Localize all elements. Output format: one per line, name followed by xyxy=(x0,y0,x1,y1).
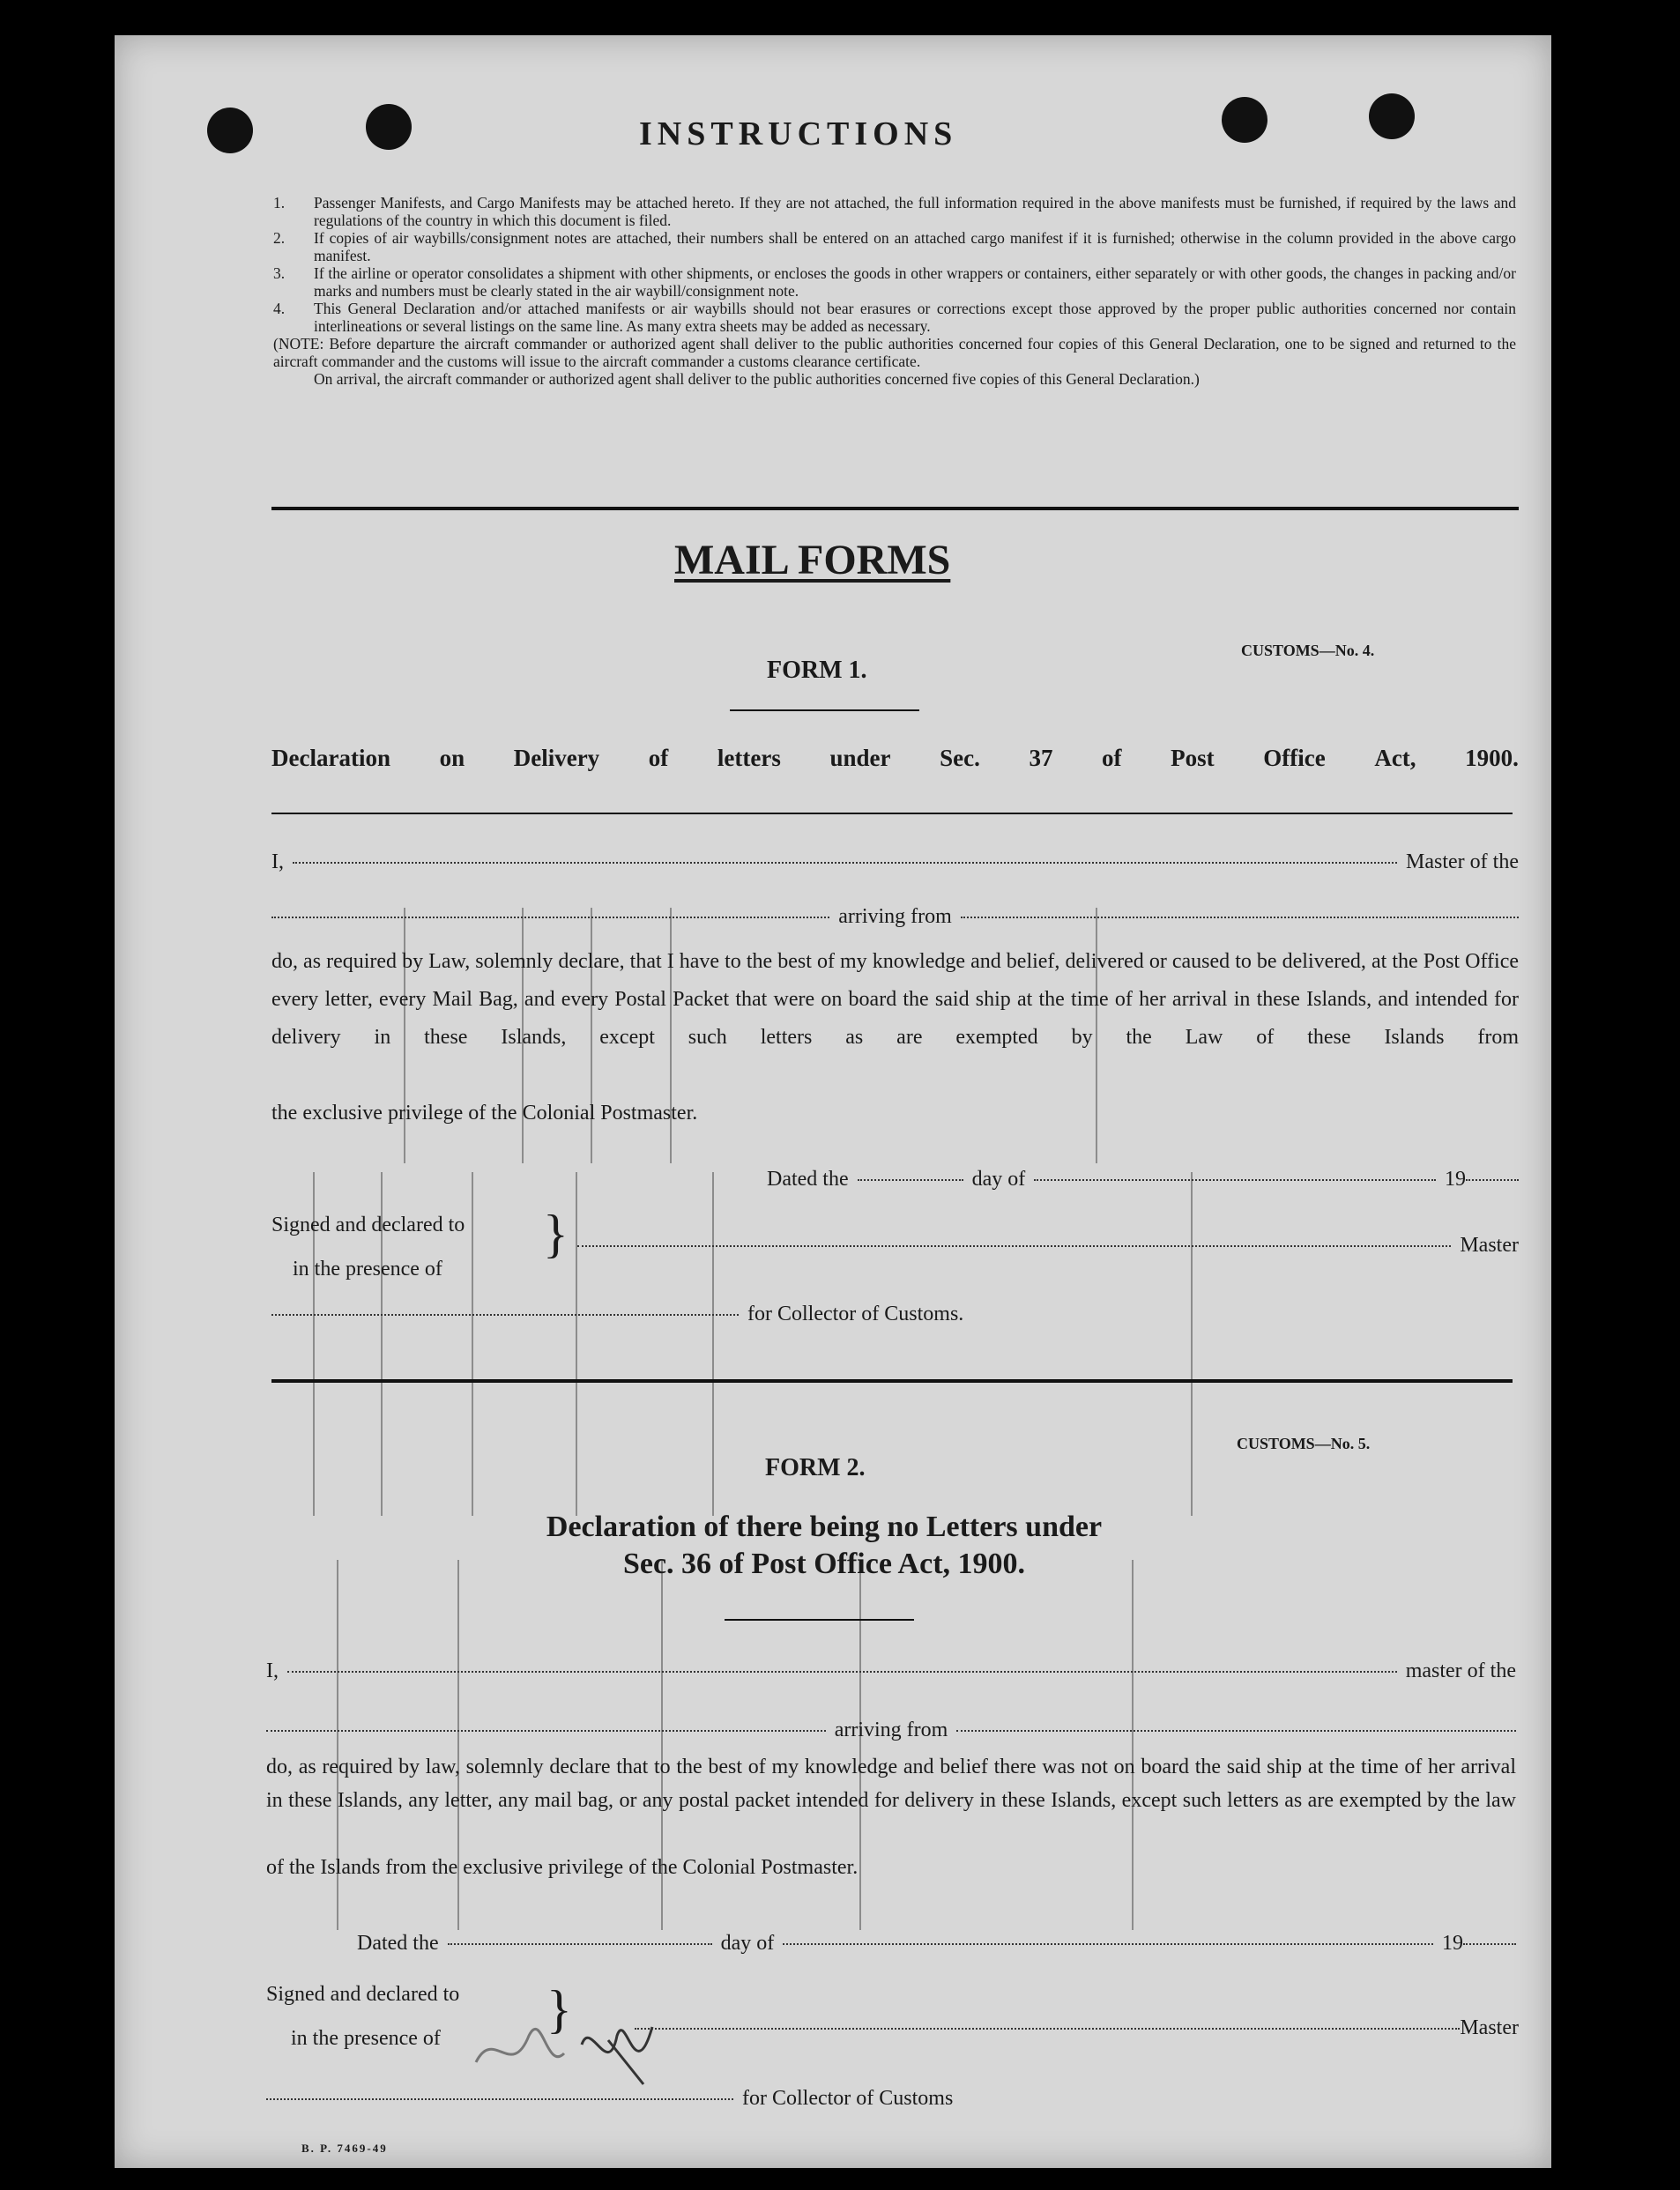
form2-signed-label: Signed and declared to xyxy=(266,1983,460,2006)
form2-signed-block xyxy=(266,1972,459,2060)
form2-master-line xyxy=(266,1659,1516,1683)
master-signature-field[interactable] xyxy=(577,1245,1451,1247)
form2-dated-year-field[interactable] xyxy=(1463,1943,1516,1945)
brace-icon: } xyxy=(546,1980,572,2038)
instructions-list xyxy=(273,194,1516,388)
title-word: Post xyxy=(1171,745,1215,771)
form1-master-line xyxy=(271,850,1519,874)
instruction-number: 4. xyxy=(273,300,286,317)
form1-line1-start: I, xyxy=(271,850,284,873)
form2-declaration-title xyxy=(383,1509,1265,1583)
form2-body-last: of the Islands from the exclusive privilege of the Colonial Postmaster. xyxy=(266,1856,859,1879)
collector-signature-field[interactable] xyxy=(271,1314,739,1316)
master-name-field[interactable] xyxy=(293,862,1397,864)
bleed-through-line xyxy=(576,1172,577,1516)
form2-day-of-label: day of xyxy=(720,1932,775,1955)
instruction-item xyxy=(273,264,1516,300)
title-word: of xyxy=(1102,745,1122,771)
dated-year-field[interactable] xyxy=(1466,1179,1519,1181)
instruction-item xyxy=(273,194,1516,229)
form2-master-sign-line xyxy=(635,2016,1519,2040)
form2-line1-start: I, xyxy=(266,1659,279,1682)
mail-forms-title: MAIL FORMS xyxy=(674,537,951,583)
brace-icon: } xyxy=(543,1205,569,1263)
day-of-label: day of xyxy=(971,1168,1026,1191)
form2-arriving-from-field[interactable] xyxy=(956,1730,1516,1732)
title-word: Sec. xyxy=(940,745,980,771)
form1-dated-line xyxy=(767,1168,1519,1192)
form1-heading-rule xyxy=(730,709,919,711)
form2-ship-name-field[interactable] xyxy=(266,1730,826,1732)
title-word: of xyxy=(648,745,669,771)
form2-arriving-line xyxy=(266,1719,1516,1742)
instruction-text: If copies of air waybills/consignment notes are attached, their numbers shall be entered on an attached cargo manifest if it is furnished; otherwise in the column provided in the above cargo manifest. xyxy=(314,229,1516,264)
form2-collector-signature-field[interactable] xyxy=(266,2098,733,2100)
instruction-number: 1. xyxy=(273,194,286,212)
form2-dated-month-field[interactable] xyxy=(783,1943,1433,1945)
form2-master-label: Master xyxy=(1460,2016,1519,2039)
form2-title-rule xyxy=(725,1619,914,1621)
punch-hole xyxy=(1222,97,1267,143)
bleed-through-line xyxy=(1191,1172,1193,1516)
bleed-through-line xyxy=(472,1172,473,1516)
instruction-note xyxy=(273,370,1516,388)
instruction-number: 2. xyxy=(273,229,286,247)
form2-master-name-field[interactable] xyxy=(287,1671,1397,1673)
title-word: 37 xyxy=(1029,745,1053,771)
punch-hole xyxy=(207,108,253,153)
signed-label: Signed and declared to xyxy=(271,1214,465,1236)
form1-body: do, as required by Law, solemnly declare, that I have to the best of my knowledge and belief, delivered or caused to be delivered, at the Post Office every letter, every Mail Bag, and every Postal Packet that were on board the said ship at the time of her arrival in these Islands, and intended for delivery in these Islands, except such letters as are exempted by the Law of these Islands from xyxy=(271,950,1519,1049)
form2-collector-label: for Collector of Customs xyxy=(742,2087,954,2110)
bleed-through-line xyxy=(859,1560,861,1930)
instruction-text: Passenger Manifests, and Cargo Manifests may be attached hereto. If they are not attached, the full information required in the above manifests must be furnished, if required by the laws and regulations of the country in which this document is filed. xyxy=(314,194,1516,229)
dated-label: Dated the xyxy=(767,1168,849,1191)
dated-day-field[interactable] xyxy=(858,1179,963,1181)
printer-code: B. P. 7469-49 xyxy=(301,2142,388,2155)
form1-title-rule xyxy=(271,813,1513,814)
form2-dated-label: Dated the xyxy=(357,1932,439,1955)
title-word: 1900. xyxy=(1465,745,1519,771)
form2-customs-number: CUSTOMS—No. 5. xyxy=(1237,1435,1371,1452)
form2-master-signature-field[interactable] xyxy=(635,2028,1460,2030)
dated-month-field[interactable] xyxy=(1034,1179,1436,1181)
master-label: Master xyxy=(1460,1234,1519,1257)
title-word: Declaration xyxy=(271,745,390,771)
document-page xyxy=(115,35,1551,2168)
form1-signed-block xyxy=(271,1203,465,1291)
form2-line1-end: master of the xyxy=(1405,1659,1516,1682)
handwritten-signature xyxy=(458,2001,679,2097)
ship-name-field[interactable] xyxy=(271,917,829,918)
instruction-note-text-2: On arrival, the aircraft commander or authorized agent shall deliver to the public authorities concerned five copies of this General Declaration.) xyxy=(314,370,1200,388)
form1-customs-number: CUSTOMS—No. 4. xyxy=(1241,642,1375,659)
title-word: on xyxy=(439,745,465,771)
form2-dated-line xyxy=(357,1932,1516,1956)
form-divider xyxy=(271,1379,1513,1383)
bleed-through-line xyxy=(712,1172,714,1516)
form2-arriving-label: arriving from xyxy=(834,1719,948,1741)
punch-hole xyxy=(1369,93,1415,139)
punch-hole xyxy=(366,104,412,150)
instructions-title: INSTRUCTIONS xyxy=(639,115,958,152)
form1-heading: FORM 1. xyxy=(767,657,867,684)
form2-body: do, as required by law, solemnly declare that to the best of my knowledge and belief there was not on board the said ship at the time of her arrival in these Islands, any letter, any mail bag, or any postal packet intended for delivery in these Islands, except such letters as are exempted by the law xyxy=(266,1756,1516,1812)
year-label: 19 xyxy=(1445,1168,1466,1191)
form1-declaration-title xyxy=(271,745,1519,772)
title-word: Delivery xyxy=(513,745,600,771)
instruction-text: If the airline or operator consolidates a shipment with other shipments, or encloses the goods in other wrappers or containers, either separately or with other goods, the changes in packing and/or marks and numbers must be clearly stated in the air waybill/consignment note. xyxy=(314,264,1516,300)
form1-arriving-label: arriving from xyxy=(838,905,952,928)
form1-arriving-line xyxy=(271,905,1519,929)
instruction-note-text: (NOTE: Before departure the aircraft commander or authorized agent shall deliver to the public authorities concerned four copies of this General Declaration, one to be signed and returned to the aircraft commander and the customs will issue to the aircraft commander a customs clearance certificate. xyxy=(273,335,1516,370)
instruction-text: This General Declaration and/or attached manifests or air waybills should not bear erasures or corrections except those approved by the proper public authorities concerned nor contain interlineations or several listings on the same line. As many extra sheets may be added as necessary. xyxy=(314,300,1516,335)
instruction-note xyxy=(273,335,1516,370)
title-word: letters xyxy=(717,745,781,771)
title-word: Office xyxy=(1263,745,1326,771)
bleed-through-line xyxy=(1132,1560,1134,1930)
instruction-item xyxy=(273,300,1516,335)
form1-body-last: the exclusive privilege of the Colonial Postmaster. xyxy=(271,1102,698,1125)
form1-line1-end: Master of the xyxy=(1406,850,1519,873)
form2-collector-line xyxy=(266,2087,1059,2111)
presence-label: in the presence of xyxy=(293,1258,442,1281)
form2-year-label: 19 xyxy=(1442,1932,1463,1955)
form2-dated-day-field[interactable] xyxy=(448,1943,712,1945)
title-word: under xyxy=(829,745,891,771)
form2-heading: FORM 2. xyxy=(765,1454,866,1481)
section-divider xyxy=(271,507,1519,510)
arriving-from-field[interactable] xyxy=(961,917,1519,918)
instruction-number: 3. xyxy=(273,264,286,282)
form1-master-sign-line xyxy=(577,1234,1519,1258)
form2-title-line2: Sec. 36 of Post Office Act, 1900. xyxy=(622,1548,1026,1580)
form2-presence-label: in the presence of xyxy=(291,2027,441,2050)
instruction-item xyxy=(273,229,1516,264)
collector-label: for Collector of Customs. xyxy=(747,1303,964,1325)
form1-collector-line xyxy=(271,1303,1153,1326)
form2-title-line1: Declaration of there being no Letters under xyxy=(546,1511,1103,1543)
title-word: Act, xyxy=(1374,745,1416,771)
